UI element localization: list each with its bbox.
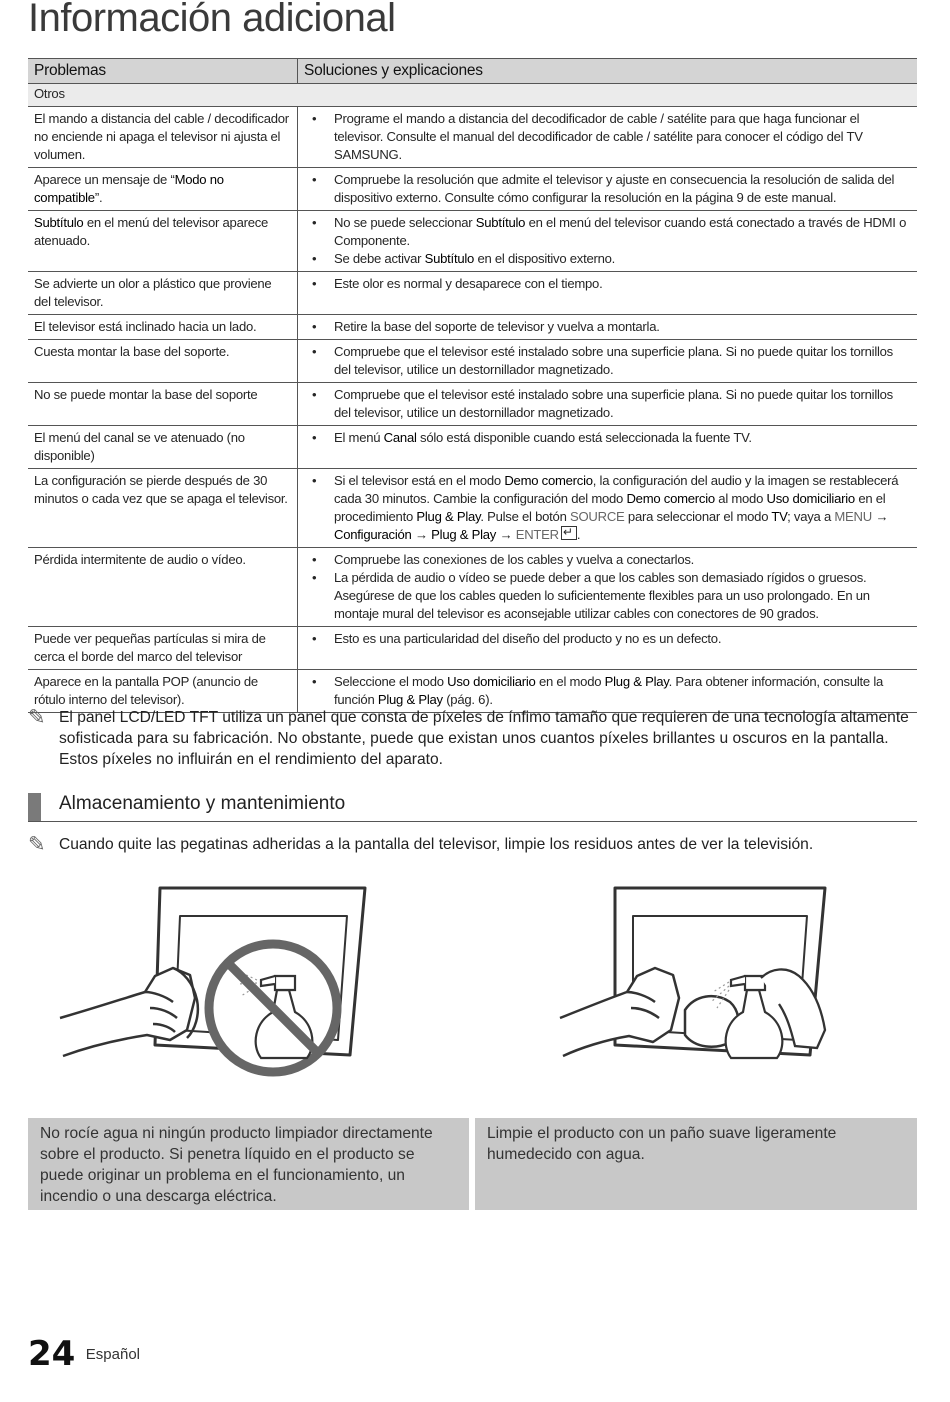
text-run: Esto es una particularidad del diseño del producto y no es un defecto. — [334, 631, 722, 646]
solution-cell — [298, 627, 918, 670]
text-run: (pág. 6). — [442, 692, 493, 707]
solution-cell — [298, 426, 918, 469]
table-row — [28, 469, 917, 548]
text-run: Seleccione el modo — [334, 674, 448, 689]
text-run: ; vaya a — [787, 509, 835, 524]
illustration-spray-cloth — [555, 880, 885, 1110]
stickers-note — [28, 834, 917, 855]
section-heading-bar — [28, 793, 41, 821]
solution-item — [304, 429, 911, 447]
page-number: 24 — [28, 1334, 76, 1374]
hand-with-cloth — [60, 968, 198, 1056]
text-run: Se advierte un olor a plástico que proviene del televisor. — [34, 276, 272, 309]
text-run: en el dispositivo externo. — [474, 251, 616, 266]
table-row — [28, 627, 917, 670]
table-row — [28, 548, 917, 627]
text-run: MENU — [834, 509, 872, 524]
text-run: Compruebe que el televisor esté instalado sobre una superficie plana. Si no puede quitar los tornillos del televisor, utilice un destornillador magnetizado. — [334, 387, 893, 420]
solution-cell — [298, 168, 918, 211]
table-row — [28, 315, 917, 340]
problem-cell — [28, 627, 298, 670]
solution-item — [304, 343, 911, 379]
text-run: en el modo — [535, 674, 605, 689]
text-run: Pérdida intermitente de audio o vídeo. — [34, 552, 246, 567]
solution-cell — [298, 383, 918, 426]
text-run: . Para obtener información, consulte la función — [334, 674, 884, 707]
text-run: Configuración — [334, 527, 412, 542]
solution-cell — [298, 548, 918, 627]
enter-key-icon — [561, 526, 577, 540]
problem-cell — [28, 340, 298, 383]
caption-no-spray — [28, 1118, 469, 1210]
solution-cell — [298, 340, 918, 383]
table-section-row — [28, 84, 917, 107]
text-run: La pérdida de audio o vídeo se puede deber a que los cables son demasiado rígidos o gruesos. Asegúrese de que los cables queden lo suficientemente flexibles para un uso prolongado. En un montaje mural del televisor es aconsejable utilizar cables con conectores de 90 grados. — [334, 570, 870, 621]
table-body — [28, 84, 917, 713]
solution-list — [304, 429, 911, 447]
text-run: → — [411, 527, 432, 542]
problem-cell — [28, 272, 298, 315]
column-header-problems: Problemas — [28, 59, 298, 84]
solution-item — [304, 214, 911, 250]
solution-list — [304, 343, 911, 379]
solution-list — [304, 275, 911, 293]
text-run: No se puede seleccionar — [334, 215, 476, 230]
text-run: Este olor es normal y desaparece con el tiempo. — [334, 276, 603, 291]
solution-list — [304, 214, 911, 268]
text-run: Compruebe que el televisor esté instalado sobre una superficie plana. Si no puede quitar los tornillos del televisor, utilice un destornillador magnetizado. — [334, 344, 893, 377]
text-run: al modo — [714, 491, 767, 506]
text-run: Puede ver pequeñas partículas si mira de cerca el borde del marco del televisor — [34, 631, 266, 664]
pencil-note-icon: ✎ — [28, 706, 46, 729]
solution-list — [304, 318, 911, 336]
text-run: La configuración se pierde después de 30 minutos o cada vez que se apaga el televisor. — [34, 473, 288, 506]
text-run: . Pulse el botón — [480, 509, 571, 524]
solution-item — [304, 386, 911, 422]
solution-list — [304, 551, 911, 623]
text-run: SOURCE — [570, 509, 625, 524]
text-run: No se puede montar la base del soporte — [34, 387, 258, 402]
text-run: sólo está disponible cuando está seleccionada la fuente TV. — [416, 430, 752, 445]
text-run: Cuesta montar la base del soporte. — [34, 344, 230, 359]
table-row — [28, 426, 917, 469]
solution-item — [304, 472, 911, 544]
illustration-no-spray — [55, 880, 385, 1110]
problem-cell — [28, 469, 298, 548]
section-heading — [28, 793, 917, 822]
solution-list — [304, 386, 911, 422]
table-row — [28, 168, 917, 211]
solution-item — [304, 569, 911, 623]
section-label-otros: Otros — [28, 84, 917, 107]
panel-pixel-note-text: El panel LCD/LED TFT utiliza un panel que consta de píxeles de ínfimo tamaño que requieren de una tecnología altamente sofisticada para su fabricación. No obstante, puede que existan unos cuantos píxeles brillantes u oscuros en la pantalla. Estos píxeles no influirán en el rendimiento del aparato. — [59, 709, 909, 768]
text-run: Programe el mando a distancia del decodificador de cable / satélite para que haga funcionar el televisor. Consulte el manual del decodificador de cable / satélite para conocer el código del TV SAMSUNG. — [334, 111, 863, 162]
solution-list — [304, 472, 911, 544]
text-run: Subtítulo — [424, 251, 475, 266]
problem-cell — [28, 168, 298, 211]
text-run: Compruebe las conexiones de los cables y vuelva a conectarlos. — [334, 552, 695, 567]
pencil-note-icon: ✎ — [28, 833, 46, 856]
text-run: Uso domiciliario — [766, 491, 855, 506]
text-run: → — [871, 509, 889, 524]
text-run: El menú del canal se ve atenuado (no disponible) — [34, 430, 245, 463]
text-run: Si el televisor está en el modo — [334, 473, 505, 488]
solution-item — [304, 110, 911, 164]
text-run: El televisor está inclinado hacia un lado. — [34, 319, 257, 334]
solution-item — [304, 673, 911, 709]
caption-spray-cloth — [475, 1118, 917, 1210]
text-run: ENTER — [515, 527, 559, 542]
solution-item — [304, 318, 911, 336]
text-run: Plug & Play — [431, 527, 497, 542]
solution-cell — [298, 469, 918, 548]
solution-cell — [298, 211, 918, 272]
page-language: Español — [85, 1346, 140, 1363]
solution-list — [304, 630, 911, 648]
text-run: Compruebe la resolución que admite el televisor y ajuste en consecuencia la resolución de salida del dispositivo externo. Consulte cómo configurar la resolución en la página 9 de este manual. — [334, 172, 895, 205]
solution-item — [304, 630, 911, 648]
text-run: TV — [771, 509, 788, 524]
solution-item — [304, 171, 911, 207]
text-run: → — [496, 527, 516, 542]
text-run: Plug & Play — [416, 509, 481, 524]
text-run: El menú — [334, 430, 384, 445]
text-run: Subtítulo — [475, 215, 526, 230]
solution-item — [304, 551, 911, 569]
table-row — [28, 211, 917, 272]
page-footer — [28, 1334, 140, 1374]
problem-cell — [28, 548, 298, 627]
text-run: Subtítulo — [34, 215, 84, 230]
solution-item — [304, 275, 911, 293]
text-run: El mando a distancia del cable / decodificador no enciende ni apaga el televisor ni ajusta el volumen. — [34, 111, 289, 162]
problem-cell — [28, 211, 298, 272]
text-run: ”. — [94, 190, 103, 205]
text-run: en el menú del televisor cuando está conectado a través de HDMI o Componente. — [334, 215, 907, 248]
table-row — [28, 107, 917, 168]
text-run: Modo no compatible — [34, 172, 224, 205]
table-row — [28, 272, 917, 315]
text-run: Uso domiciliario — [447, 674, 536, 689]
problem-cell — [28, 107, 298, 168]
solution-cell — [298, 315, 918, 340]
text-run: Aparece un mensaje de “ — [34, 172, 175, 187]
solution-cell — [298, 107, 918, 168]
problem-cell — [28, 426, 298, 469]
table-row — [28, 383, 917, 426]
solution-list — [304, 110, 911, 164]
stickers-note-text: Cuando quite las pegatinas adheridas a la pantalla del televisor, limpie los residuos antes de ver la televisión. — [59, 836, 814, 853]
problem-cell — [28, 383, 298, 426]
text-run: en el procedimiento — [334, 491, 886, 524]
solution-list — [304, 673, 911, 709]
text-run: , la configuración del audio y la imagen se restablecerá cada 30 minutos. Cambie la configuración del modo — [334, 473, 899, 506]
column-header-solutions: Soluciones y explicaciones — [298, 59, 918, 84]
table-header-row — [28, 59, 917, 84]
caption-spray-cloth-text: Limpie el producto con un paño suave ligeramente humedecido con agua. — [487, 1125, 837, 1163]
text-run: Canal — [383, 430, 417, 445]
text-run: Plug & Play — [377, 692, 443, 707]
section-heading-text: Almacenamiento y mantenimiento — [59, 793, 346, 814]
text-run: Demo comercio — [626, 491, 715, 506]
table-row — [28, 340, 917, 383]
problem-cell — [28, 315, 298, 340]
solution-cell — [298, 272, 918, 315]
text-run: Retire la base del soporte de televisor y vuelva a montarla. — [334, 319, 660, 334]
text-run: Aparece en la pantalla POP (anuncio de rótulo interno del televisor). — [34, 674, 258, 707]
hand-with-cloth — [560, 968, 738, 1056]
caption-no-spray-text: No rocíe agua ni ningún producto limpiador directamente sobre el producto. Si penetra líquido en el producto se puede originar un problema en el funcionamiento, un incendio o una descarga eléctrica. — [40, 1125, 433, 1205]
text-run: Se debe activar — [334, 251, 425, 266]
text-run: . — [576, 527, 581, 542]
text-run: Demo comercio — [504, 473, 593, 488]
panel-pixel-note — [28, 707, 917, 770]
text-run: Plug & Play — [604, 674, 669, 689]
solution-list — [304, 171, 911, 207]
page-title: Información adicional — [28, 0, 396, 40]
solution-item — [304, 250, 911, 268]
text-run: para seleccionar el modo — [624, 509, 772, 524]
troubleshooting-table — [28, 58, 917, 713]
text-run: en el menú del televisor aparece atenuado. — [34, 215, 269, 248]
